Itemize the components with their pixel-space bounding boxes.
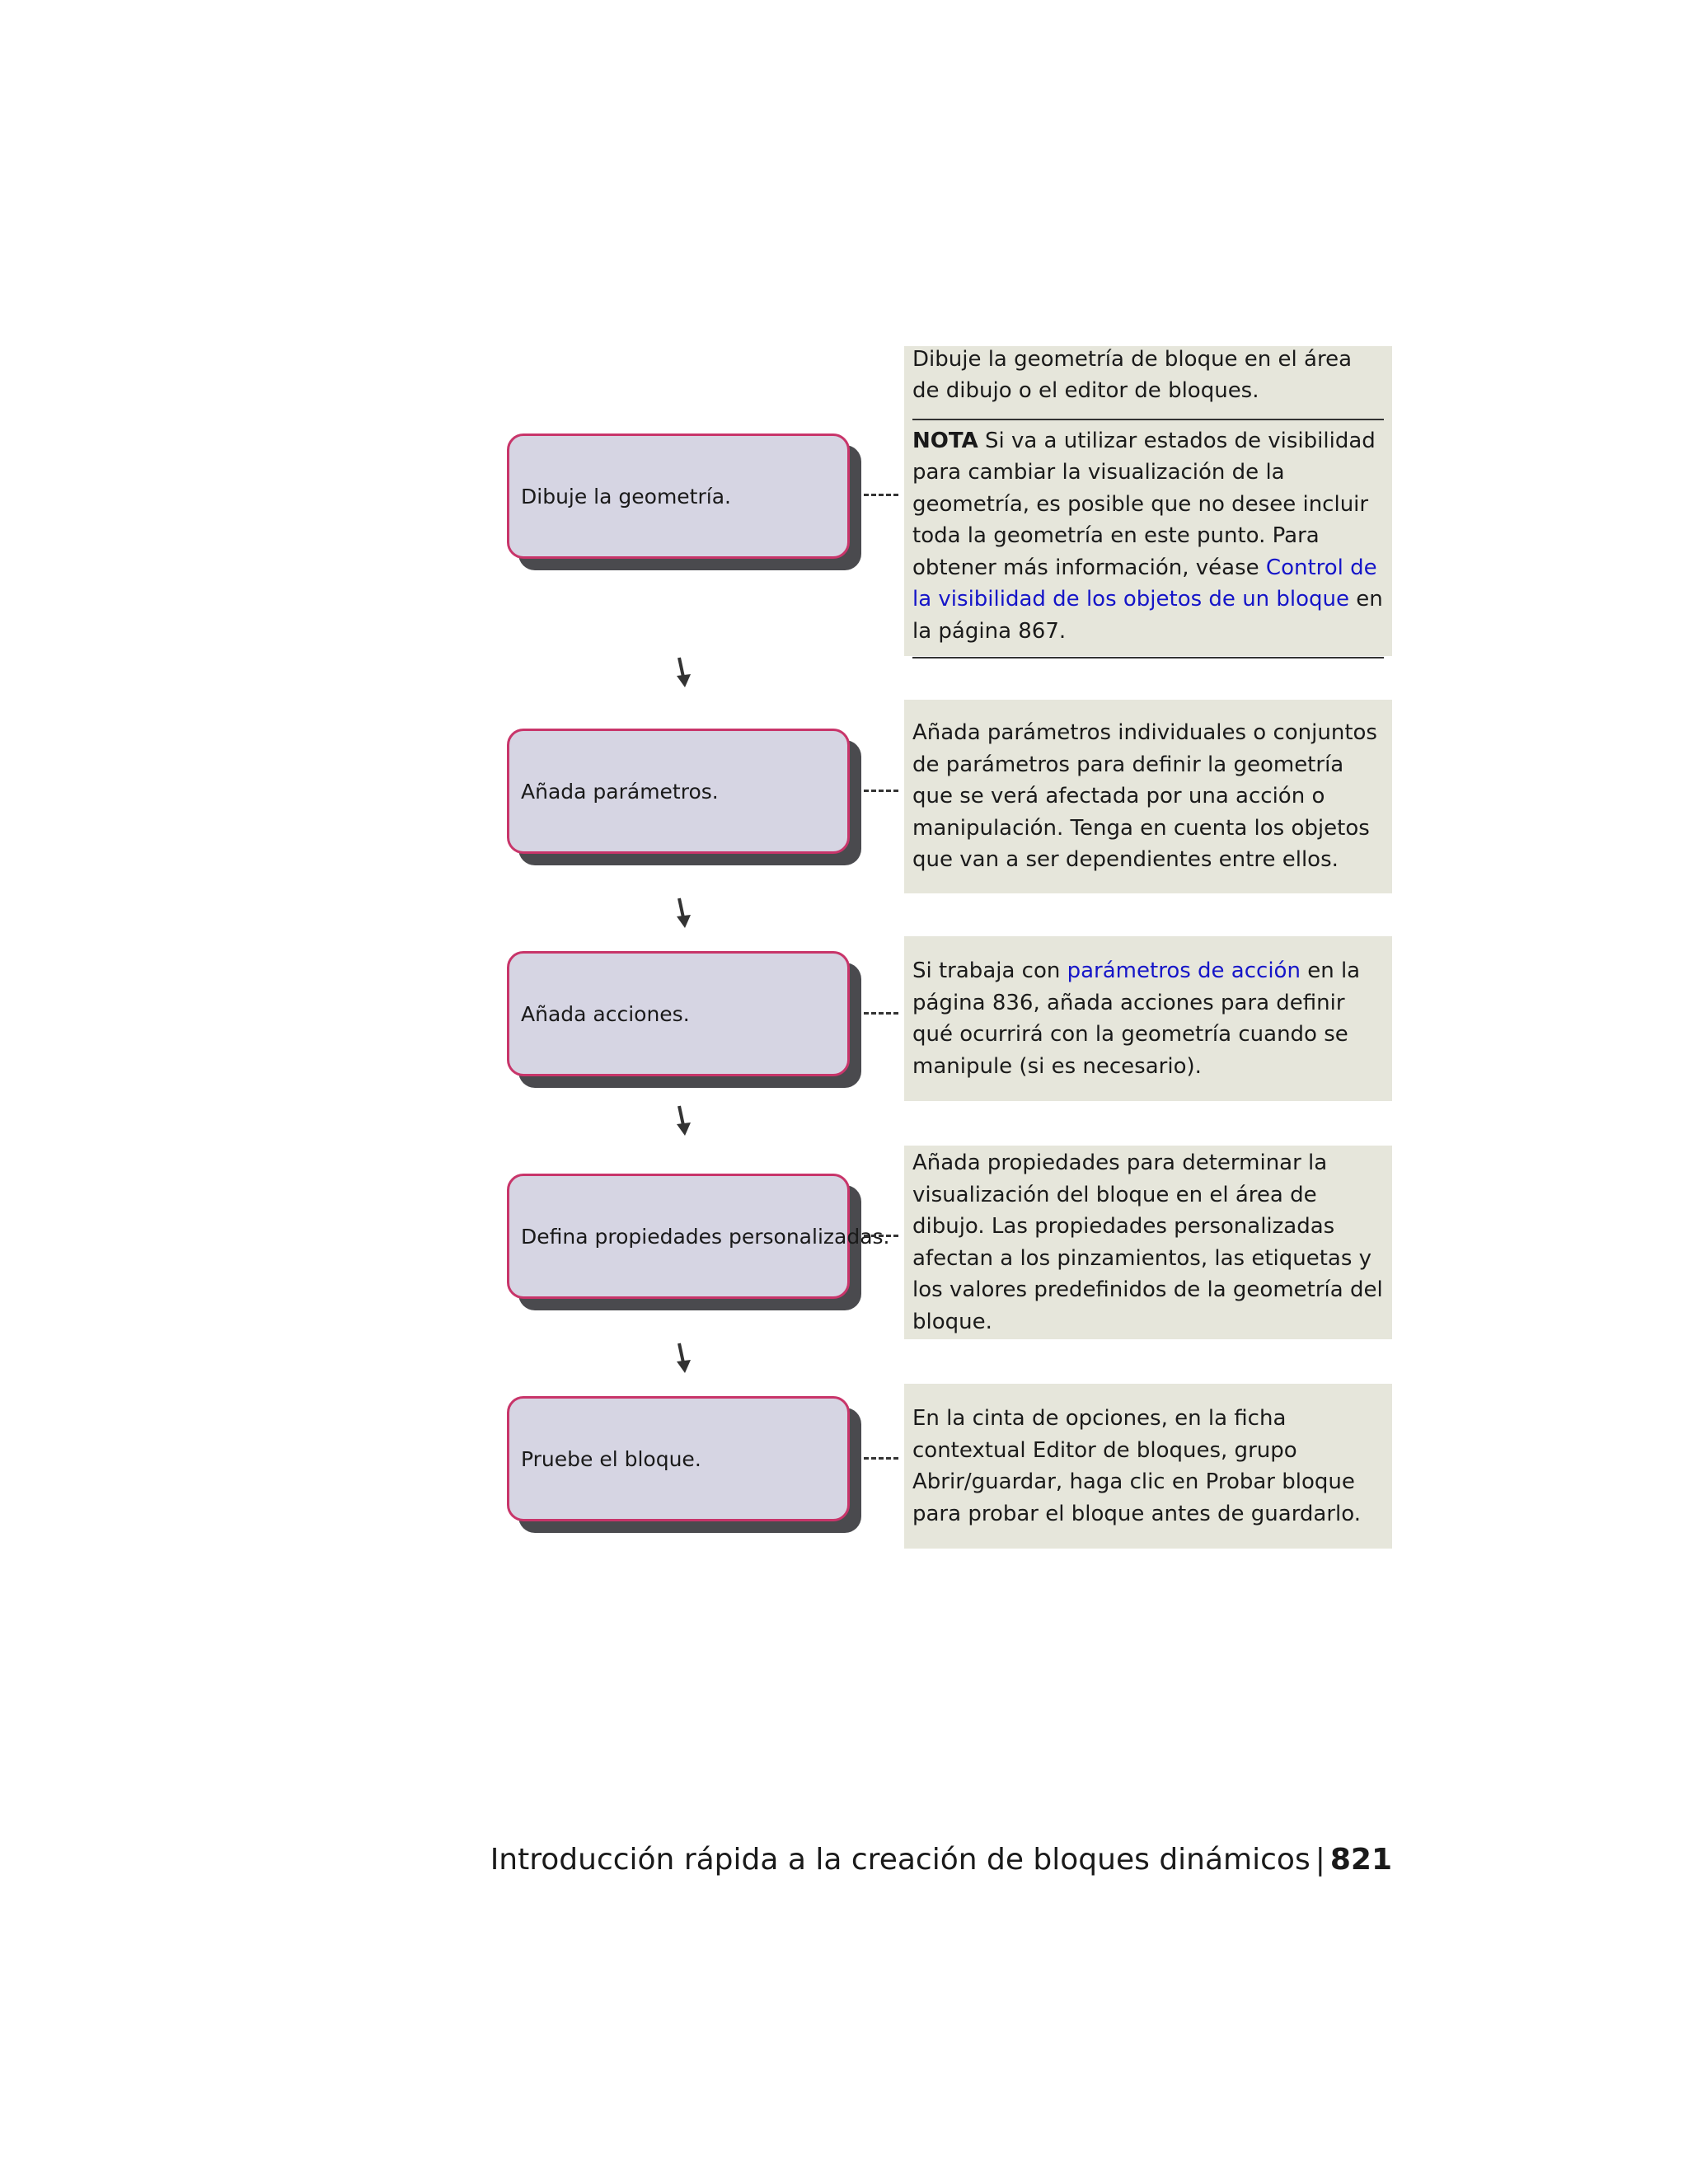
action-parameters-link[interactable]: parámetros de acción [1067, 958, 1301, 983]
footer-title: Introducción rápida a la creación de bloques dinámicos [490, 1843, 1311, 1877]
note-label: NOTA [912, 428, 978, 453]
visibility-control-link[interactable]: Control de la visibilidad de los objetos de un bloque [912, 555, 1377, 612]
note-text: Si va a utilizar estados de visibilidad para cambiar la visualización de la geometría, es posible que no desee incluir toda la geometría en este punto. Para obtener más información, véase [912, 428, 1376, 580]
step-label: Pruebe el bloque. [521, 1446, 701, 1471]
step-box-define-custom-properties [507, 1174, 890, 1299]
step-box-draw-geometry [507, 434, 850, 559]
dashed-connector [864, 1012, 898, 1015]
description-define-custom-properties [904, 1146, 1392, 1339]
step-box-add-parameters [507, 729, 850, 854]
dashed-connector [864, 1457, 898, 1460]
description-add-parameters [904, 700, 1392, 893]
description-add-actions [904, 936, 1392, 1101]
step-label: Añada parámetros. [521, 779, 719, 804]
step-label: Dibuje la geometría. [521, 484, 731, 509]
description-text: Añada propiedades para determinar la visualización del bloque en el área de dibujo. Las propiedades personalizadas afectan a los pinzamientos, las etiquetas y los valores predefinidos de la geometría del bloque. [912, 1151, 1383, 1334]
step-label: Defina propiedades personalizadas. [521, 1224, 890, 1249]
down-arrow-icon [671, 1342, 696, 1375]
description-text [912, 955, 1384, 1082]
note-block [912, 419, 1384, 659]
description-text: Dibuje la geometría de bloque en el área de dibujo o el editor de bloques. [912, 346, 1353, 404]
description-prefix: Si trabaja con [912, 958, 1061, 983]
page-footer [490, 1843, 1392, 1877]
dashed-connector [864, 790, 898, 792]
dashed-connector [864, 1235, 898, 1237]
page-number: 821 [1329, 1843, 1392, 1877]
description-text: Añada parámetros individuales o conjuntos de parámetros para definir la geometría que se verá afectada por una acción o manipulación. Tenga en cuenta los objetos que van a ser dependientes entre ellos. [912, 720, 1377, 873]
down-arrow-icon [671, 1104, 696, 1137]
step-box-add-actions [507, 951, 850, 1076]
description-suffix: en la página 836, añada acciones para definir qué ocurrirá con la geometría cuando se manipule (si es necesario). [912, 958, 1361, 1079]
footer-separator: | [1315, 1843, 1325, 1877]
down-arrow-icon [671, 897, 696, 930]
step-box-test-block [507, 1396, 850, 1521]
description-draw-geometry [904, 346, 1392, 656]
note-suffix: en la página 867. [912, 587, 1383, 644]
down-arrow-icon [671, 656, 696, 689]
dashed-connector [864, 494, 898, 496]
description-test-block [904, 1384, 1392, 1549]
step-label: Añada acciones. [521, 1001, 690, 1026]
description-text: En la cinta de opciones, en la ficha contextual Editor de bloques, grupo Abrir/guardar, haga clic en Probar bloque para probar el bloque antes de guardarlo. [912, 1406, 1361, 1526]
